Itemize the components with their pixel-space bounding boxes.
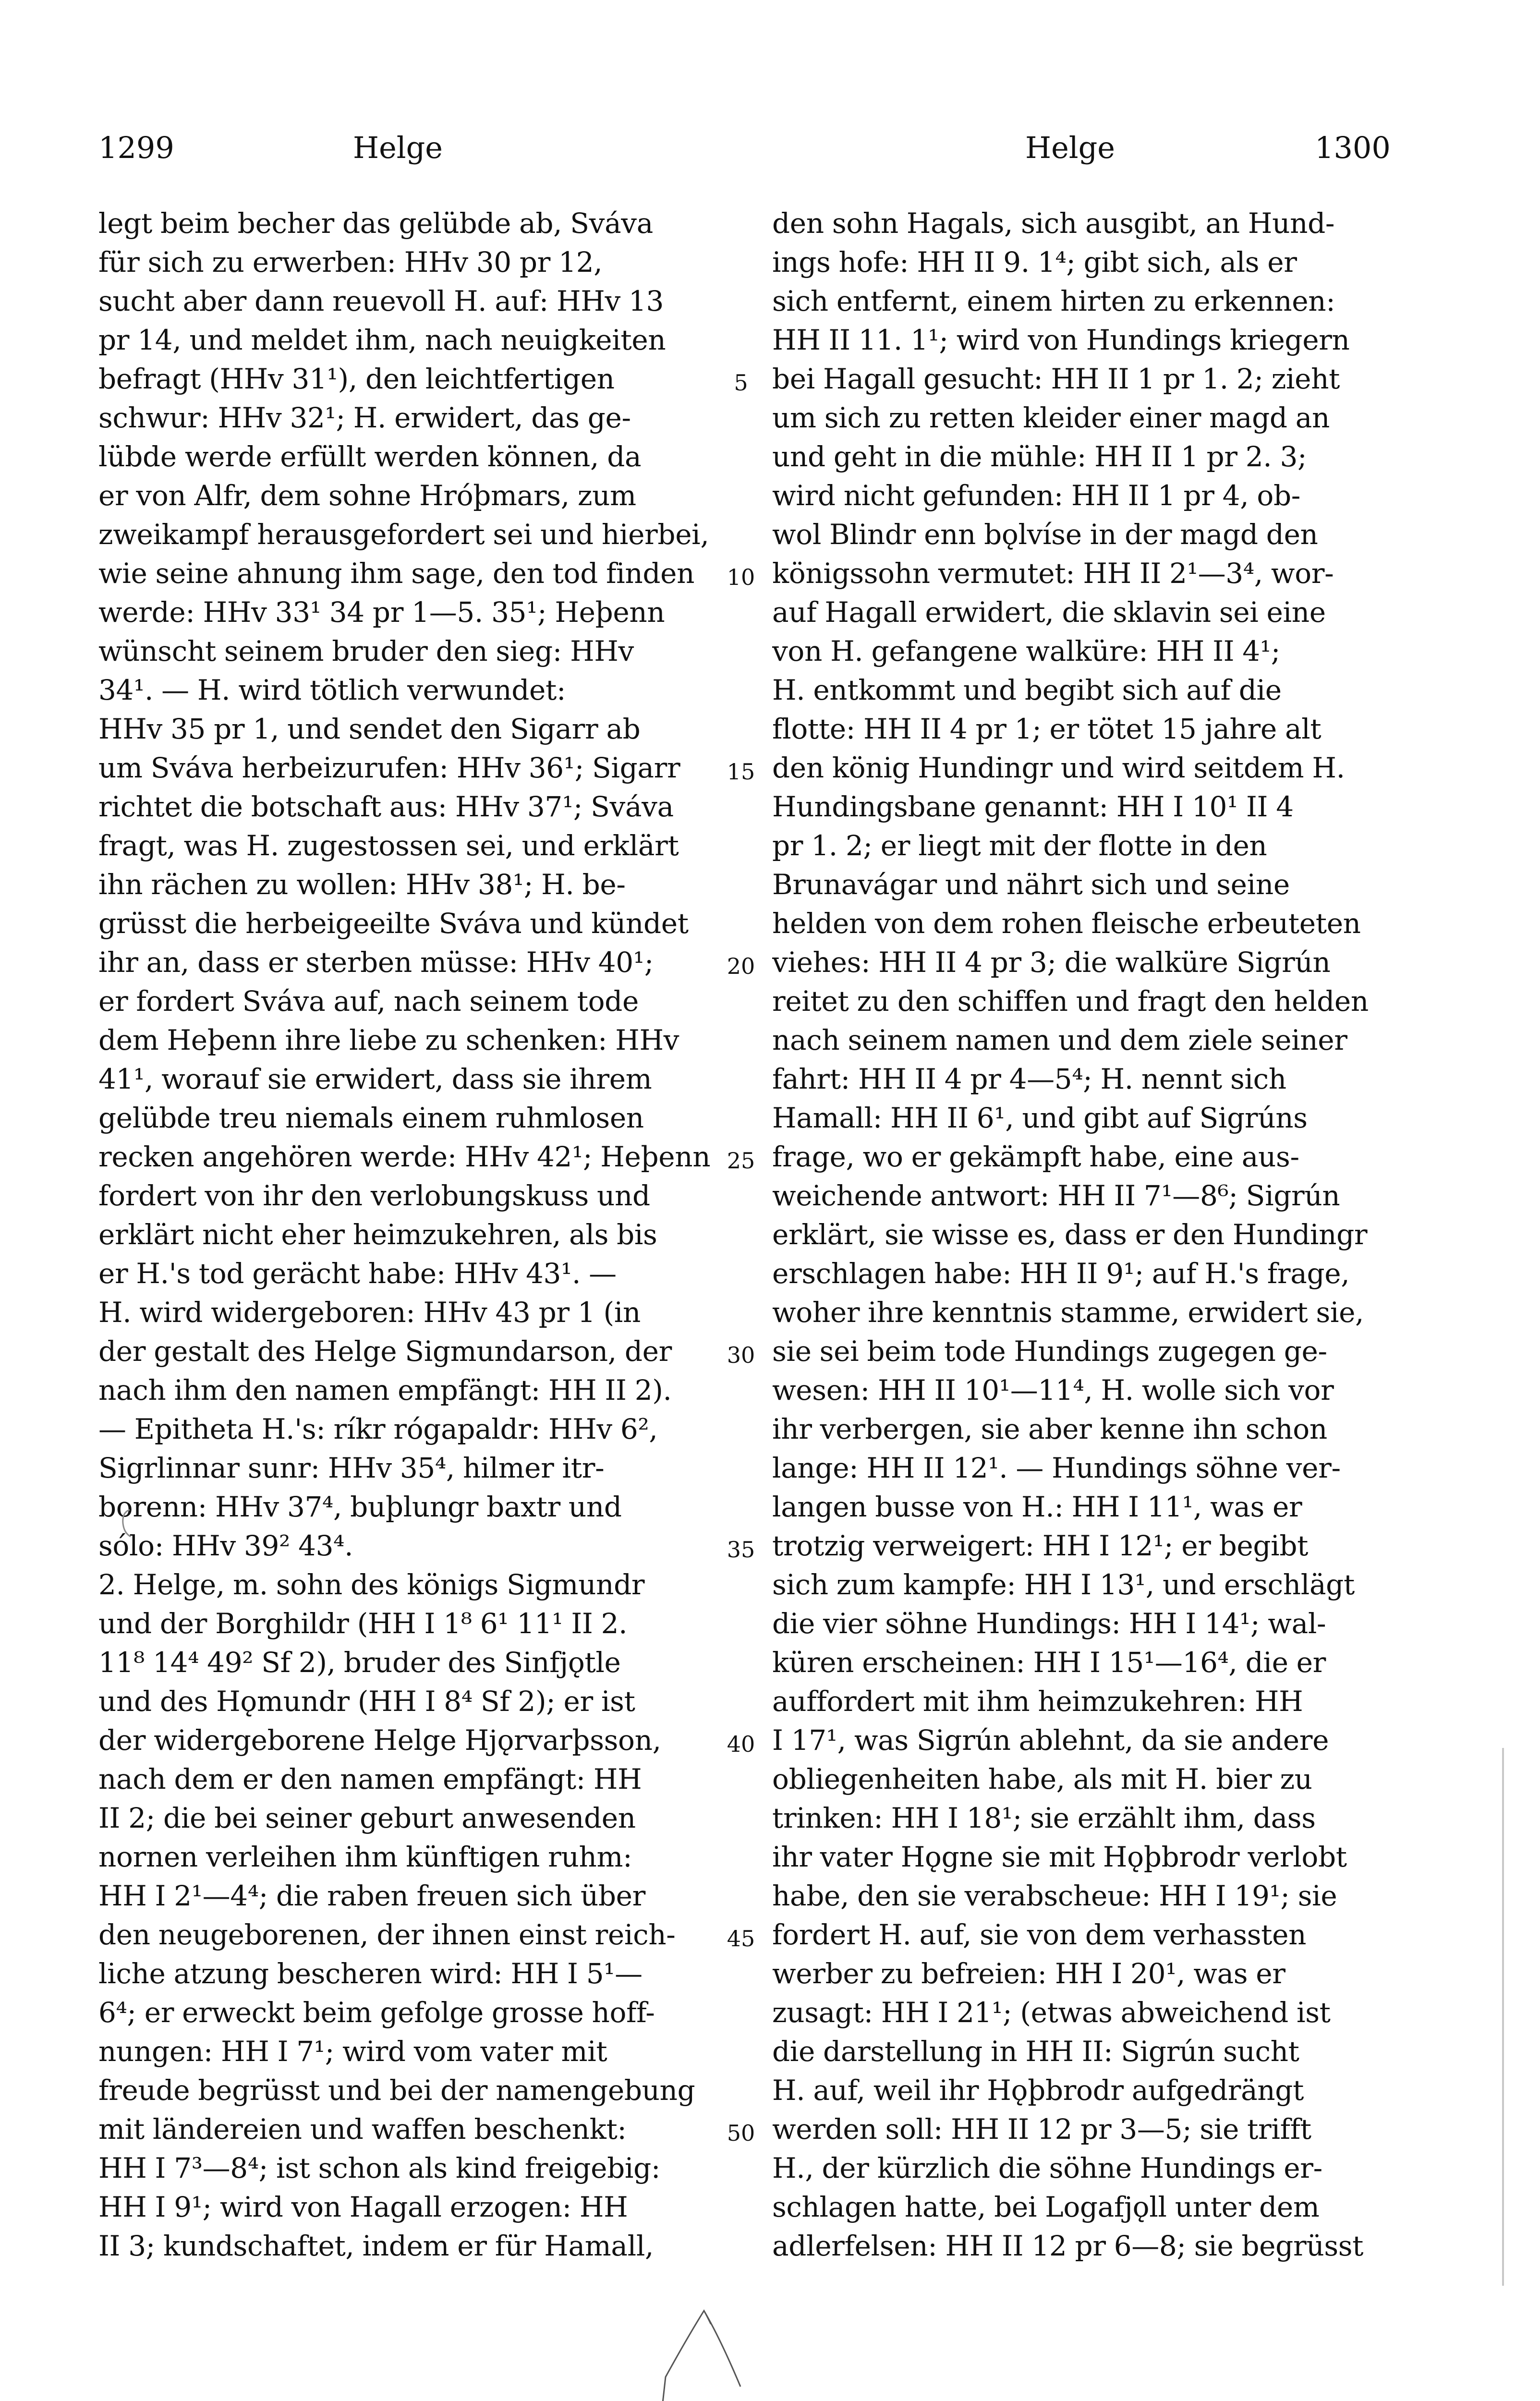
text-line: grüsst die herbeigeeilte Sváva und kündet	[98, 907, 689, 940]
line-number-spacer	[722, 1176, 760, 1215]
text-line: helden von dem rohen fleische erbeuteten	[772, 907, 1361, 940]
text-line: richtet die botschaft aus: HHv 37¹; Sváva	[98, 790, 674, 823]
text-line: für sich zu erwerben: HHv 30 pr 12,	[98, 246, 603, 279]
line-number: 15	[727, 759, 755, 785]
line-number-spacer	[722, 2149, 760, 2188]
line-number-gutter	[722, 204, 760, 2266]
text-line: königssohn vermutet: HH II 2¹—3⁴, wor-	[772, 557, 1334, 590]
text-line: H. auf, weil ihr Hǫþbrodr aufgedrängt	[772, 2074, 1304, 2107]
text-line: 11⁸ 14⁴ 49² Sf 2), bruder des Sinfjǫtle	[98, 1646, 621, 1679]
text-line: wird nicht gefunden: HH II 1 pr 4, ob-	[772, 479, 1300, 512]
text-line: und der Borghildr (HH I 1⁸ 6¹ 11¹ II 2.	[98, 1607, 628, 1640]
text-line: pr 14, und meldet ihm, nach neuigkeiten	[98, 324, 666, 356]
line-number-spacer	[722, 1215, 760, 1254]
text-line: und geht in die mühle: HH II 1 pr 2. 3;	[772, 440, 1307, 473]
text-line: ihr vater Hǫgne sie mit Hǫþbrodr verlobt	[772, 1841, 1347, 1873]
text-line: küren erscheinen: HH I 15¹—16⁴, die er	[772, 1646, 1326, 1679]
line-number: 25	[727, 1148, 755, 1174]
text-line: werde: HHv 33¹ 34 pr 1—5. 35¹; Heþenn	[98, 596, 665, 629]
line-number: 50	[727, 2120, 755, 2146]
line-number-spacer	[722, 1604, 760, 1643]
text-line: die darstellung in HH II: Sigrún sucht	[772, 2035, 1299, 2068]
line-number-spacer	[722, 1293, 760, 1332]
line-number-spacer	[722, 204, 760, 243]
text-line: H. wird widergeboren: HHv 43 pr 1 (in	[98, 1296, 641, 1329]
text-line: — Epitheta H.'s: ríkr rógapaldr: HHv 6²,	[98, 1413, 658, 1445]
text-line: fragt, was H. zugestossen sei, und erklärt	[98, 829, 679, 862]
text-line: sólo: HHv 39² 43⁴.	[98, 1529, 353, 1562]
line-number-spacer	[722, 1021, 760, 1060]
text-line: werber zu befreien: HH I 20¹, was er	[772, 1957, 1285, 1990]
text-line: wesen: HH II 10¹—11⁴, H. wolle sich vor	[772, 1374, 1334, 1407]
line-number: 35	[727, 1537, 755, 1563]
text-line: 41¹, worauf sie erwidert, dass sie ihrem	[98, 1063, 652, 1095]
line-number-spacer	[722, 476, 760, 515]
text-line: frage, wo er gekämpft habe, eine aus-	[772, 1140, 1299, 1173]
pencil-stroke-mark	[658, 2305, 744, 2401]
line-number-spacer	[722, 1838, 760, 1877]
text-line: trinken: HH I 18¹; sie erzählt ihm, dass	[772, 1802, 1316, 1834]
text-line: reitet zu den schiffen und fragt den helden	[772, 985, 1369, 1018]
right-page-number: 1300	[1315, 130, 1391, 165]
text-line: ihr verbergen, sie aber kenne ihn schon	[772, 1413, 1327, 1445]
text-line: um Sváva herbeizurufen: HHv 36¹; Sigarr	[98, 752, 680, 784]
right-text-column	[772, 204, 1406, 2266]
line-number-spacer	[722, 1682, 760, 1721]
line-number-spacer	[722, 1954, 760, 1993]
text-line: HHv 35 pr 1, und sendet den Sigarr ab	[98, 713, 641, 745]
line-number-spacer	[722, 1449, 760, 1488]
text-line: freude begrüsst und bei der namengebung	[98, 2074, 695, 2107]
text-line: habe, den sie verabscheue: HH I 19¹; sie	[772, 1880, 1337, 1912]
line-number-spacer	[722, 1060, 760, 1099]
line-number: 30	[727, 1342, 755, 1368]
text-line: HH II 11. 1¹; wird von Hundings kriegern	[772, 324, 1350, 356]
text-line: HH I 7³—8⁴; ist schon als kind freigebig:	[98, 2152, 661, 2184]
text-line: recken angehören werde: HHv 42¹; Heþenn	[98, 1140, 711, 1173]
text-line: II 3; kundschaftet, indem er für Hamall,	[98, 2230, 654, 2262]
margin-bracket-mark	[118, 1508, 134, 1539]
text-line: Hundingsbane genannt: HH I 10¹ II 4	[772, 790, 1294, 823]
line-number: 10	[727, 564, 755, 590]
text-line: sucht aber dann reuevoll H. auf: HHv 13	[98, 285, 664, 317]
text-line: wie seine ahnung ihm sage, den tod finden	[98, 557, 695, 590]
text-line: wünscht seinem bruder den sieg: HHv	[98, 635, 634, 667]
line-number-spacer	[722, 399, 760, 437]
line-number-spacer	[722, 1099, 760, 1138]
text-line: von H. gefangene walküre: HH II 4¹;	[772, 635, 1280, 667]
text-line: und des Hǫmundr (HH I 8⁴ Sf 2); er ist	[98, 1685, 635, 1718]
text-line: HH I 2¹—4⁴; die raben freuen sich über	[98, 1880, 646, 1912]
text-line: auffordert mit ihm heimzukehren: HH	[772, 1685, 1303, 1718]
text-line: sich zum kampfe: HH I 13¹, und erschlägt	[772, 1568, 1355, 1601]
text-line: flotte: HH II 4 pr 1; er tötet 15 jahre alt	[772, 713, 1322, 745]
text-line: nornen verleihen ihm künftigen ruhm:	[98, 1841, 632, 1873]
text-line: sich entfernt, einem hirten zu erkennen:	[772, 285, 1335, 317]
text-line: wol Blindr enn bǫlvíse in der magd den	[772, 518, 1318, 551]
line-number-spacer	[722, 2032, 760, 2071]
left-page-number: 1299	[98, 130, 174, 165]
text-line: schlagen hatte, bei Logafjǫll unter dem	[772, 2191, 1320, 2223]
line-number-spacer	[722, 865, 760, 904]
line-number-spacer	[722, 788, 760, 826]
line-number-spacer	[722, 593, 760, 632]
line-number-spacer	[722, 904, 760, 943]
text-line: H. entkommt und begibt sich auf die	[772, 674, 1282, 706]
line-number-spacer	[722, 2188, 760, 2227]
text-line: nach dem er den namen empfängt: HH	[98, 1763, 642, 1795]
text-line: er H.'s tod gerächt habe: HHv 43¹. —	[98, 1257, 617, 1290]
text-line: ihn rächen zu wollen: HHv 38¹; H. be-	[98, 868, 626, 901]
text-line: sie sei beim tode Hundings zugegen ge-	[772, 1335, 1327, 1368]
line-number-spacer	[722, 1565, 760, 1604]
line-number-spacer	[722, 1410, 760, 1449]
text-line: 6⁴; er erweckt beim gefolge grosse hoff-	[98, 1996, 655, 2029]
text-line: den neugeborenen, der ihnen einst reich-	[98, 1918, 676, 1951]
text-line: legt beim becher das gelübde ab, Sváva	[98, 207, 653, 240]
text-line: Brunavágar und nährt sich und seine	[772, 868, 1290, 901]
text-line: pr 1. 2; er liegt mit der flotte in den	[772, 829, 1267, 862]
text-line: erklärt, sie wisse es, dass er den Hundingr	[772, 1218, 1368, 1251]
text-line: Hamall: HH II 6¹, und gibt auf Sigrúns	[772, 1102, 1308, 1134]
text-line: borenn: HHv 37⁴, buþlungr baxtr und	[98, 1491, 622, 1523]
line-number-spacer	[722, 2071, 760, 2110]
left-running-title: Helge	[353, 130, 443, 165]
text-line: nach ihm den namen empfängt: HH II 2).	[98, 1374, 672, 1407]
text-line: befragt (HHv 31¹), den leichtfertigen	[98, 363, 615, 395]
text-line: 34¹. — H. wird tötlich verwundet:	[98, 674, 566, 706]
text-line: ihr an, dass er sterben müsse: HHv 40¹;	[98, 946, 654, 979]
margin-scan-line	[1502, 1748, 1504, 2286]
line-number: 20	[727, 953, 755, 979]
line-number-spacer	[722, 321, 760, 360]
text-line: fordert H. auf, sie von dem verhassten	[772, 1918, 1307, 1951]
line-number-spacer	[722, 437, 760, 476]
text-line: die vier söhne Hundings: HH I 14¹; wal-	[772, 1607, 1326, 1640]
left-text-column	[98, 204, 732, 2266]
text-line: nungen: HH I 7¹; wird vom vater mit	[98, 2035, 607, 2068]
line-number-spacer	[722, 1877, 760, 1916]
line-number-spacer	[722, 1643, 760, 1682]
text-line: schwur: HHv 32¹; H. erwidert, das ge-	[98, 401, 631, 434]
text-line: er fordert Sváva auf, nach seinem tode	[98, 985, 639, 1018]
text-line: lange: HH II 12¹. — Hundings söhne ver-	[772, 1452, 1341, 1484]
text-line: zweikampf herausgefordert sei und hierbei,	[98, 518, 709, 551]
text-line: zusagt: HH I 21¹; (etwas abweichend ist	[772, 1996, 1331, 2029]
text-line: Sigrlinnar sunr: HHv 35⁴, hilmer itr-	[98, 1452, 605, 1484]
text-line: obliegenheiten habe, als mit H. bier zu	[772, 1763, 1312, 1795]
text-line: adlerfelsen: HH II 12 pr 6—8; sie begrüsst	[772, 2230, 1364, 2262]
line-number-spacer	[722, 2227, 760, 2266]
line-number-spacer	[722, 671, 760, 710]
text-line: erschlagen habe: HH II 9¹; auf H.'s frage,	[772, 1257, 1350, 1290]
line-number-spacer	[722, 1760, 760, 1799]
text-line: werden soll: HH II 12 pr 3—5; sie trifft	[772, 2113, 1311, 2146]
line-number-spacer	[722, 1488, 760, 1527]
text-line: bei Hagall gesucht: HH II 1 pr 1. 2; zieht	[772, 363, 1340, 395]
text-line: erklärt nicht eher heimzukehren, als bis	[98, 1218, 657, 1251]
line-number-spacer	[722, 632, 760, 671]
line-number-spacer	[722, 982, 760, 1021]
text-line: langen busse von H.: HH I 11¹, was er	[772, 1491, 1302, 1523]
text-line: mit ländereien und waffen beschenkt:	[98, 2113, 627, 2146]
line-number-spacer	[722, 826, 760, 865]
text-line: lübde werde erfüllt werden können, da	[98, 440, 642, 473]
text-line: trotzig verweigert: HH I 12¹; er begibt	[772, 1529, 1309, 1562]
text-line: H., der kürzlich die söhne Hundings er-	[772, 2152, 1322, 2184]
text-line: woher ihre kenntnis stamme, erwidert sie,	[772, 1296, 1364, 1329]
text-line: weichende antwort: HH II 7¹—8⁶; Sigrún	[772, 1179, 1340, 1212]
text-line: HH I 9¹; wird von Hagall erzogen: HH	[98, 2191, 628, 2223]
line-number-spacer	[722, 1993, 760, 2032]
line-number-spacer	[722, 282, 760, 321]
text-line: er von Alfr, dem sohne Hróþmars, zum	[98, 479, 636, 512]
line-number-spacer	[722, 1371, 760, 1410]
text-line: II 2; die bei seiner geburt anwesenden	[98, 1802, 636, 1834]
text-line: um sich zu retten kleider einer magd an	[772, 401, 1330, 434]
text-line: den sohn Hagals, sich ausgibt, an Hund-	[772, 207, 1335, 240]
right-running-title: Helge	[1025, 130, 1115, 165]
line-number: 45	[727, 1926, 755, 1952]
text-line: fordert von ihr den verlobungskuss und	[98, 1179, 650, 1212]
text-line: gelübde treu niemals einem ruhmlosen	[98, 1102, 644, 1134]
line-number-spacer	[722, 1254, 760, 1293]
line-number: 40	[727, 1731, 755, 1757]
text-line: liche atzung bescheren wird: HH I 5¹—	[98, 1957, 643, 1990]
text-line: viehes: HH II 4 pr 3; die walküre Sigrún	[772, 946, 1331, 979]
text-line: dem Heþenn ihre liebe zu schenken: HHv	[98, 1024, 679, 1056]
text-line: ings hofe: HH II 9. 1⁴; gibt sich, als er	[772, 246, 1297, 279]
text-line: 2. Helge, m. sohn des königs Sigmundr	[98, 1568, 645, 1601]
text-line: nach seinem namen und dem ziele seiner	[772, 1024, 1347, 1056]
line-number: 5	[734, 370, 748, 396]
line-number-spacer	[722, 1799, 760, 1838]
text-line: der gestalt des Helge Sigmundarson, der	[98, 1335, 672, 1368]
line-number-spacer	[722, 243, 760, 282]
line-number-spacer	[722, 515, 760, 554]
text-line: fahrt: HH II 4 pr 4—5⁴; H. nennt sich	[772, 1063, 1286, 1095]
line-number-spacer	[722, 710, 760, 749]
text-line: den könig Hundingr und wird seitdem H.	[772, 752, 1345, 784]
text-line: auf Hagall erwidert, die sklavin sei eine	[772, 596, 1326, 629]
text-line: I 17¹, was Sigrún ablehnt, da sie andere	[772, 1724, 1329, 1757]
text-line: der widergeborene Helge Hjǫrvarþsson,	[98, 1724, 661, 1757]
